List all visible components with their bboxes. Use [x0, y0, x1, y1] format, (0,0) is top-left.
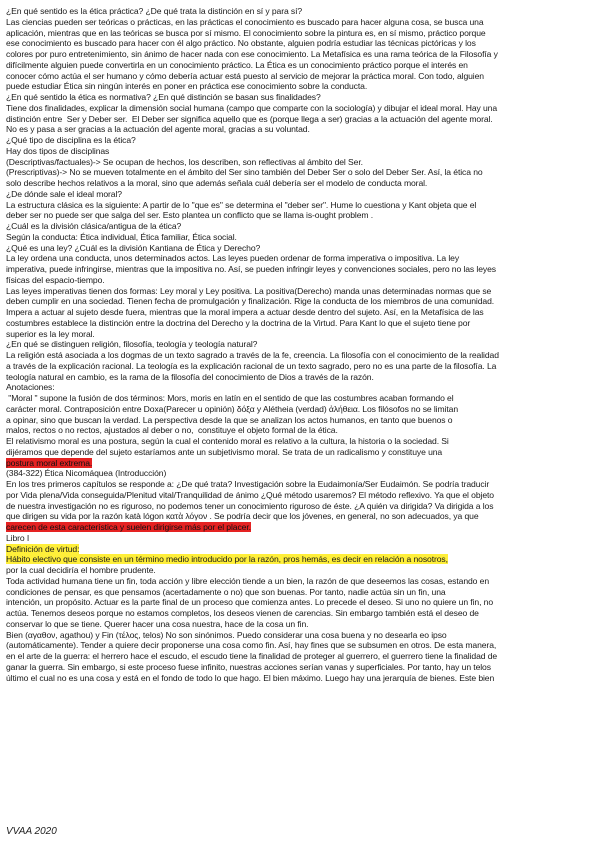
text-line	[6, 554, 594, 565]
text-line: Según la conducta: Ética individual, Ética familiar, Ética social.	[6, 231, 237, 242]
text-line: deber ser no puede ser que salga del ser. Esto plantea un conflicto que se llama is-ought problem .	[6, 210, 374, 221]
footer-author-year: VVAA 2020	[6, 826, 57, 837]
text-line: Las leyes imperativas tienen dos formas: Ley moral y Ley positiva. La positiva(Derecho) manda unas determinadas normas que se	[6, 285, 492, 296]
highlight-red: postura moral extrema.	[6, 457, 93, 468]
text-line	[6, 544, 594, 555]
highlight-yellow: Hábito electivo que consiste en un término medio introducido por la razón, pros hemás, es decir en relación a nosotros,	[6, 554, 448, 565]
text-line: No es y pasa a ser gracias a la actuación del agente moral, gracias a su voluntad.	[6, 124, 310, 135]
text-line: imperativa, puede infringirse, mientras que la impositiva no. Así, se pueden infringir leyes y convenciones sociales, pero no las leyes	[6, 264, 496, 274]
text-line: teología natural en cambio, es la rama de la filosofía del conocimiento de Dios a través de la razón.	[6, 371, 374, 382]
text-line: (Descriptivas/factuales)-> Se ocupan de hechos, los describen, son reflectivas al ámbito del Ser.	[6, 156, 363, 167]
text-line: malos, rectos o no rectos, ajustados al deber o no, constituye el objeto formal de la ética.	[6, 425, 338, 436]
text-line	[6, 458, 594, 469]
text-line: ¿En qué sentido la ética es normativa? ¿En qué distinción se basan sus finalidades?	[6, 92, 321, 102]
text-line: Tiene dos finalidades, explicar la dimensión social humana (campo que comparte con la sociología) y dibujar el ideal moral. Hay una	[6, 102, 498, 113]
text-line: ¿En qué se distinguen religión, filosofía, teología y teología natural?	[6, 339, 258, 350]
text-line: por Vida plena/Vida conseguida/Plenitud vital/Tranquilidad de ánimo ¿Qué método usaremos? El método reflexivo. Ya que el objeto	[6, 489, 494, 500]
text-line: difícilmente alguien puede convertirla en un conocimiento práctico. La Ética es un conocimiento práctico porque el interés en	[6, 59, 468, 70]
text-line: conservar lo que se tiene. Querer hacer una cosa nuestra, hace de la cosa un fin.	[6, 618, 309, 629]
text-line: Hay dos tipos de disciplinas	[6, 145, 110, 156]
text-line: La estructura clásica es la siguiente: A partir de lo "que es" se determina el "deber ser". Hume lo cuestiona y Kant objeta que el	[6, 199, 477, 210]
text-line: solo describe hechos relativos a la moral, sino que además señala cuál debería ser el modelo de conducta moral.	[6, 178, 428, 188]
text-line: intención, un propósito. Actuar es la parte final de un proceso que comienza antes. Lo precede el deseo. Si uno no quiere un fin, no	[6, 597, 494, 608]
text-line: de nuestra investigación no es riguroso, no podemos tener un conocimiento riguroso de éste. ¿A quién va dirigida? Va dirigida a los	[6, 500, 494, 511]
text-line: ganar la guerra. Sin embargo, si este proceso fuese infinito, nuestras acciones serían vanas y superficiales. Por tanto, hay un telos	[6, 661, 491, 672]
text-line: ¿De dónde sale el ideal moral?	[6, 188, 122, 199]
text-line: carácter moral. Contraposición entre Doxa(Parecer u opinión) δόξα y Alétheia (verdad) ἀλήθεια. Los filósofos no se limitan	[6, 403, 459, 414]
text-line: deben cumplir en una sociedad. Tienen fecha de promulgación y finalización. Rige la conducta de los miembros de una comunidad.	[6, 296, 495, 307]
text-line: dijéramos que depende del sujeto estaríamos ante un subjetivismo moral. Se trata de un radicalismo y constituye una	[6, 446, 443, 457]
text-line: Las ciencias pueden ser teóricas o prácticas, en las prácticas el conocimiento es buscado para hacer alguna cosa, se busca una	[6, 16, 484, 27]
text-line: último el cual no es una cosa y está en el fondo de todo lo que hago. El bien máximo. Luego hay una jerarquía de bienes. Este bien	[6, 672, 495, 683]
text-line: Toda actividad humana tiene un fin, toda acción y libre elección tiende a un bien, la razón de que deseemos las cosas, estando en	[6, 575, 489, 586]
text-line: aplicación, mientras que en las teóricas se busca por sí mismo. El conocimiento sobre la pintura es, en sí mismo, práctico porque	[6, 27, 486, 38]
text-line: ese conocimiento es buscado para hacer con él algo práctico. No obstante, alguien podría estudiar las técnicas pictóricas y los	[6, 38, 476, 49]
text-line: conocer cómo actúa el ser humano y cómo debería actuar está puesto al servicio de mejorar la práctica moral. Con todo, alguien	[6, 70, 484, 81]
text-line: colores por puro entretenimiento, sin ánimo de hacer nada con ese conocimiento. La Metafísica es una rama teórica de la Filosofía y	[6, 49, 498, 59]
text-line: La ley ordena una conducta, unos determinados actos. Las leyes pueden ordenar de forma imperativa o impositiva. La ley	[6, 253, 460, 264]
text-line: La religión está asociada a los dogmas de un texto sagrado a través de la fe, creencia. La filosofía con el conocimiento de la realidad	[6, 350, 499, 360]
text-line: (Prescriptivas)-> No se mueven totalmente en el ámbito del Ser sino también del Deber Ser o solo del Deber Ser. Así, la ética no	[6, 167, 483, 178]
text-line: ¿Cuál es la división clásica/antigua de la ética?	[6, 221, 182, 231]
text-line: (automáticamente). Tender a quiere decir proponerse una cosa como fin. Así, hay fines que se subsumen en otros. De esta manera,	[6, 640, 497, 651]
highlight-red: carecen de esta característica y suelen dirigirse más por el placer.	[6, 522, 251, 532]
text-line: puede estudiar Ética sin ningún interés en poner en práctica ese conocimiento sobre la conducta.	[6, 81, 368, 92]
text-line: Impera a actuar al sujeto desde fuera, mientras que la moral impera a actuar desde dentro del sujeto. Así, en la Metafísica de las	[6, 307, 484, 317]
text-line: en el arte de la guerra: el herrero hace el escudo, el escudo tiene la finalidad de proteger al guerrero, el guerrero tiene la finalidad de	[6, 651, 498, 661]
highlight-yellow: Definición de virtud:	[6, 543, 80, 554]
text-line: costumbres establece la distinción entre la doctrina del Derecho y la doctrina de la Virtud. Para Kant lo que el sujeto tiene por	[6, 317, 471, 328]
text-line: a través de la explicación racional. La teología es la explicación racional de un texto sagrado, pero no es una parte de la filosofía. La	[6, 360, 497, 371]
text-line: actúa. Tenemos deseos porque no estamos completos, los deseos vienen de carencias. Sin embargo también está el deseo de	[6, 608, 479, 618]
text-line: por la cual decidiría el hombre prudente.	[6, 565, 156, 575]
text-line: Bien (αγαθον, agathou) y Fin (τέλος, telos) No son sinónimos. Puedo considerar una cosa buena y no desearla eo ipso	[6, 629, 447, 640]
text-line: "Moral " supone la fusión de dos términos: Mors, moris en latín en el sentido de que las costumbres acaban formando el	[6, 393, 454, 403]
text-line: El relativismo moral es una postura, según la cual el contenido moral es relativo a la cultura, la historia o la sociedad. Si	[6, 436, 449, 446]
document-body	[6, 6, 594, 683]
text-line: distinción entre Ser y Deber ser. El Deber ser significa aquello que es (porque llega a ser) gracias a la actuación del agente moral.	[6, 113, 493, 124]
text-line: físicas del espacio-tiempo.	[6, 274, 105, 285]
text-line	[6, 522, 594, 533]
text-line: En los tres primeros capítulos se responde a: ¿De qué trata? Investigación sobre la Eudaimonía/Ser Eudaimón. Se podría traducir	[6, 479, 490, 489]
text-line: ¿Qué es una ley? ¿Cuál es la división Kantiana de Ética y Derecho?	[6, 242, 261, 253]
text-line: condiciones de pensar, es que pensamos (acertadamente o no) que son buenas. Por tanto, nadie actúa sin un fin, una	[6, 586, 446, 597]
text-line: ¿Qué tipo de disciplina es la ética?	[6, 135, 136, 145]
text-line: a opinar, sino que buscan la verdad. La perspectiva desde la que se analizan los actos humanos, en tanto que buenos o	[6, 414, 453, 425]
text-line: Anotaciones:	[6, 382, 55, 393]
text-line: que dirigen su vida por la razón katà lógon κατὰ λόγον . Se podría decir que los jóvenes, en general, no son adecuados, ya que	[6, 511, 479, 522]
text-line: (384-322) Ética Nicomáquea (Introducción)	[6, 468, 167, 479]
text-line: ¿En qué sentido es la ética práctica? ¿De qué trata la distinción en sí y para sí?	[6, 6, 303, 16]
text-line: superior es la ley moral.	[6, 328, 95, 339]
text-line: Libro I	[6, 532, 30, 543]
